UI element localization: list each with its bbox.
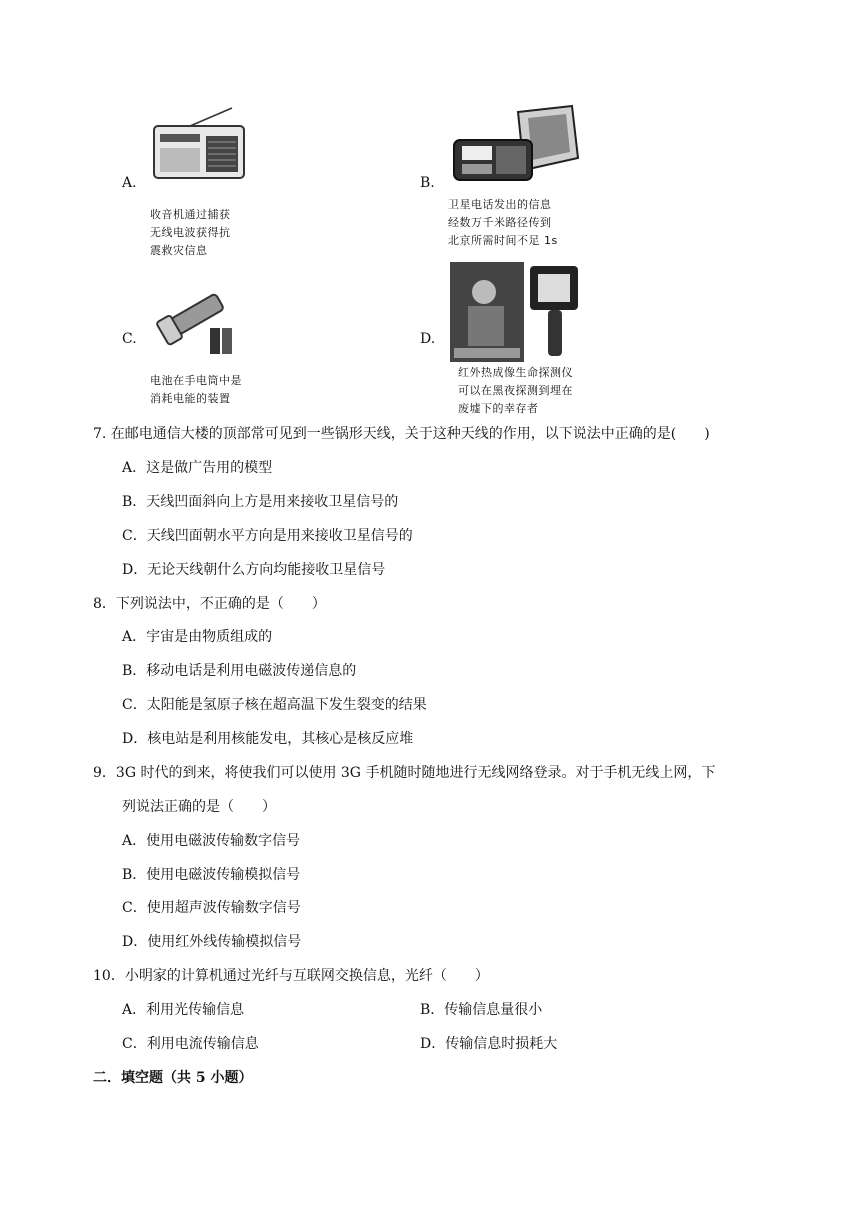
question-stem: 8．下列说法中，不正确的是（ ） [93,596,326,612]
question-stem-line1: 9．3G 时代的到来，将使我们可以使用 3G 手机随时随地进行无线网络登录。对于手机无线上网，下 [93,765,716,781]
option-letter: C. [122,331,137,347]
option-caption: 收音机通过捕获 无线电波获得抗 震救灾信息 [150,208,231,257]
option-d: D．传输信息时损耗大 [420,1036,558,1052]
option-b: B．使用电磁波传输模拟信号 [122,867,301,883]
option-a: A．宇宙是由物质组成的 [122,629,273,645]
option-d: D．使用红外线传输模拟信号 [122,934,302,950]
option-c: C．利用电流传输信息 [122,1036,259,1052]
question-stem-line2: 列说法正确的是（ ） [122,799,276,815]
question-stem: 7. 在邮电通信大楼的顶部常可见到一些锅形天线，关于这种天线的作用，以下说法中正确的是( ) [93,426,710,442]
option-letter: D. [420,331,436,347]
option-caption: 卫星电话发出的信息 经数万千米路径传到 北京所需时间不足 1s [448,198,558,247]
option-a: A．使用电磁波传输数字信号 [122,833,301,849]
option-c: C．天线凹面朝水平方向是用来接收卫星信号的 [122,528,413,544]
option-c: C．太阳能是氢原子核在超高温下发生裂变的结果 [122,697,427,713]
option-caption: 红外热成像生命探测仪 可以在黑夜探测到埋在 废墟下的幸存者 [458,366,573,415]
option-d: D．无论天线朝什么方向均能接收卫星信号 [122,562,386,578]
thermal-detector-icon [450,262,584,362]
option-letter: B. [420,175,435,191]
option-caption: 电池在手电筒中是 消耗电能的装置 [150,374,242,405]
satellite-phone-icon [448,104,584,198]
option-letter: A. [122,175,137,191]
option-b: B．移动电话是利用电磁波传递信息的 [122,663,357,679]
question-stem: 10．小明家的计算机通过光纤与互联网交换信息，光纤（ ） [93,968,489,984]
option-b: B．天线凹面斜向上方是用来接收卫星信号的 [122,494,399,510]
option-d: D．核电站是利用核能发电，其核心是核反应堆 [122,731,414,747]
flashlight-icon [150,276,242,358]
section-heading: 二．填空题（共 5 小题） [93,1070,253,1086]
option-b: B．传输信息量很小 [420,1002,543,1018]
option-c: C．使用超声波传输数字信号 [122,900,301,916]
option-a: A．利用光传输信息 [122,1002,245,1018]
radio-icon [150,106,248,182]
option-a: A．这是做广告用的模型 [122,460,273,476]
